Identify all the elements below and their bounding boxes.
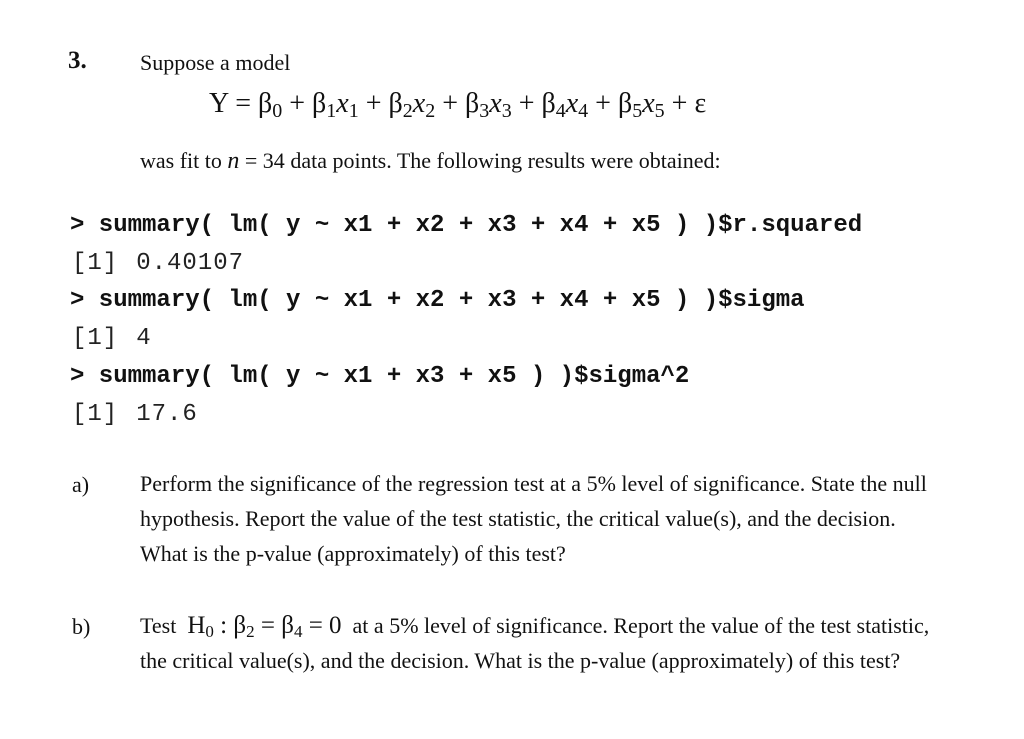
part-a-label: a) — [72, 472, 90, 497]
console-output-2: [1] 4 — [72, 325, 152, 352]
plus-sign: + — [595, 88, 611, 119]
console-command-1: > summary( lm( y ~ x1 + x2 + x3 + x4 + x5 ) )$r.squared — [70, 212, 863, 239]
console-command-2: > summary( lm( y ~ x1 + x2 + x3 + x4 + x5 ) )$sigma — [70, 287, 805, 314]
term-2: $\beta_2x_2$ — [388, 88, 436, 122]
term-3: $\beta_3x_3$ — [465, 88, 512, 122]
plus-sign: + — [442, 88, 458, 119]
fit-description: was fit to n = 34 data points. The following results were obtained: — [140, 148, 721, 174]
part-b-text: Test $H_0$ : $\beta_2 = \beta_4 = 0$ at a 5% level of significance. Report the value of the test statistic, the critical value(s), and the decision. What is the p-value (approximately) of this test? — [140, 612, 930, 673]
question-intro: Suppose a model — [140, 50, 291, 75]
console-command-3: > summary( lm( y ~ x1 + x3 + x5 ) )$sigma^2 — [70, 363, 690, 390]
term-0: $\beta_0$ — [257, 88, 283, 122]
n-symbol: n — [227, 148, 240, 174]
plus-sign: + — [518, 88, 535, 119]
equation-equals: = — [235, 88, 251, 119]
term-5: $\beta_5x_5$ — [617, 88, 665, 122]
term-4: $\beta_4x_4$ — [541, 88, 589, 122]
console-output-3: [1] 17.6 — [72, 401, 198, 428]
equation-lhs: Y — [209, 88, 229, 119]
console-output-1: [1] 0.40107 — [72, 250, 245, 277]
plus-sign: + — [365, 88, 382, 119]
plus-sign: + — [671, 88, 688, 119]
model-equation — [209, 88, 706, 120]
term-1: $\beta_1x_1$ — [312, 88, 359, 122]
n-value: = 34 — [244, 148, 285, 173]
error-term: ε — [694, 88, 707, 119]
part-b-label: b) — [72, 614, 91, 639]
part-a-text: Perform the significance of the regression test at a 5% level of significance. State the null hypothesis. Report the value of the test statistic, the critical value(s), and the decision. What is the p-value (approximately) of this test? — [140, 471, 927, 566]
plus-sign: + — [289, 88, 306, 119]
question-number: 3. — [68, 47, 87, 74]
null-hypothesis: $H_0$ : $\beta_2 = \beta_4 = 0$ — [187, 612, 342, 641]
